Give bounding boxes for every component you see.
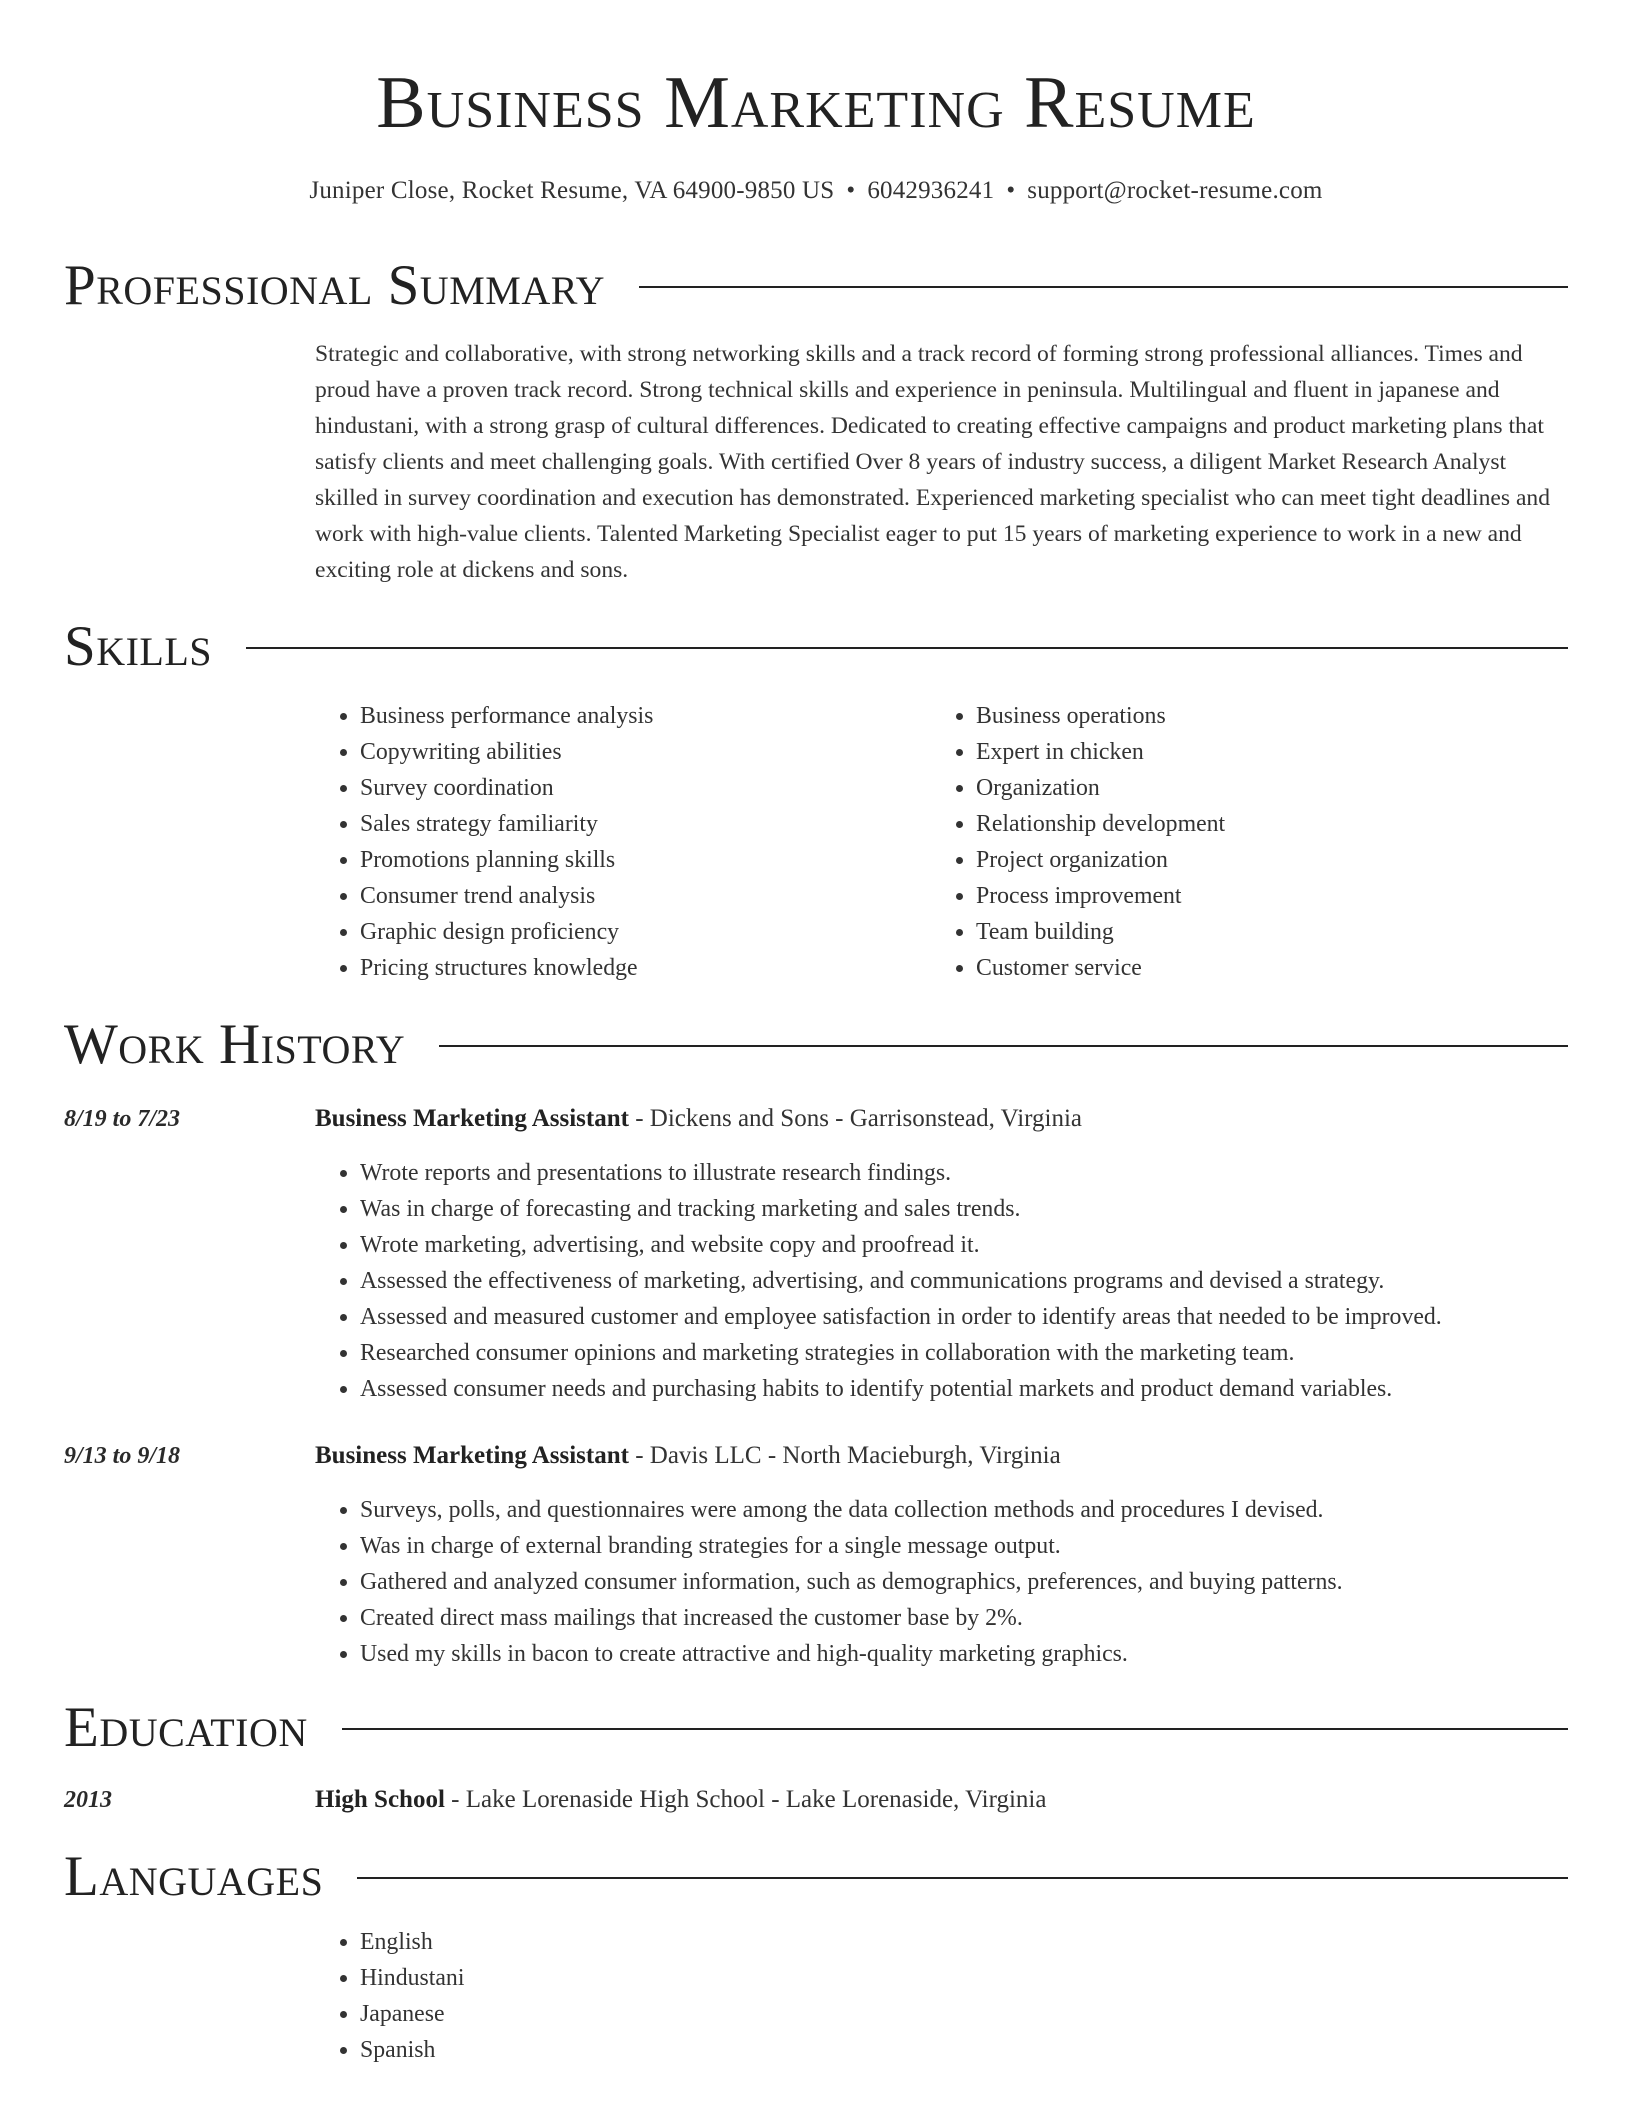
education-year: 2013 [64, 1787, 112, 1813]
section-header-languages [64, 1842, 1568, 1912]
job-dates: 8/19 to 7/23 [64, 1106, 181, 1132]
language-item: • English [360, 1924, 915, 1960]
job-duty-item: • Created direct mass mailings that increased the customer base by 2%. [360, 1600, 1585, 1636]
education-school-location: - Lake Lorenaside High School - Lake Lorenaside, Virginia [444, 1786, 1047, 1813]
section-header-summary [64, 251, 1568, 321]
job-duty-item: • Was in charge of forecasting and tracking marketing and sales trends. [360, 1191, 1585, 1227]
job-duty-item: • Researched consumer opinions and marketing strategies in collaboration with the marketing team. [360, 1335, 1585, 1371]
skill-item: • Survey coordination [360, 770, 915, 806]
section-divider [342, 1728, 1568, 1730]
contact-separator: • [1006, 177, 1016, 204]
skills-column-right [931, 698, 1531, 986]
skill-item: • Team building [976, 914, 1531, 950]
skill-item: • Promotions planning skills [360, 842, 915, 878]
language-item: • Spanish [360, 2032, 915, 2068]
contact-phone: 6042936241 [867, 177, 995, 204]
language-item: • Hindustani [360, 1960, 915, 1996]
job-title: Business Marketing Assistant [315, 1105, 629, 1132]
section-title-work: Work History [64, 1013, 406, 1076]
skill-item: • Pricing structures knowledge [360, 950, 915, 986]
skill-item: • Process improvement [976, 878, 1531, 914]
section-title-summary: Professional Summary [64, 254, 606, 317]
section-divider [246, 647, 1568, 649]
job-duty-item: • Wrote marketing, advertising, and website copy and proofread it. [360, 1227, 1585, 1263]
skill-item: • Customer service [976, 950, 1531, 986]
contact-separator: • [846, 177, 856, 204]
summary-paragraph: Strategic and collaborative, with strong networking skills and a track record of forming strong professional alliances. Times and proud have a proven track record. Strong technical skills and experience in peninsula. Multilingual and fluent in japanese and hindustani, with a strong grasp of cultural differences. Dedicated to creating effective campaigns and product marketing plans that satisfy clients and meet challenging goals. With certified Over 8 years of industry success, a diligent Market Research Analyst skilled in survey coordination and execution has demonstrated. Experienced marketing specialist who can meet tight deadlines and work with high-value clients. Talented Marketing Specialist eager to put 15 years of marketing experience to work in a new and exciting role at dickens and sons. [315, 341, 1551, 583]
job-duty-item: • Was in charge of external branding strategies for a single message output. [360, 1528, 1585, 1564]
job-dates: 9/13 to 9/18 [64, 1443, 181, 1469]
education-heading [315, 1782, 1046, 1818]
section-title-skills: Skills [64, 615, 213, 678]
contact-address: Juniper Close, Rocket Resume, VA 64900-9850 US [309, 177, 835, 204]
skill-item: • Copywriting abilities [360, 734, 915, 770]
skills-column-left [315, 698, 915, 986]
job-duty-item: • Gathered and analyzed consumer information, such as demographics, preferences, and buying patterns. [360, 1564, 1585, 1600]
section-divider [639, 286, 1568, 288]
section-divider [357, 1877, 1568, 1879]
job-duties [315, 1492, 1585, 1672]
section-title-languages: Languages [64, 1845, 324, 1908]
job-duty-item: • Surveys, polls, and questionnaires were among the data collection methods and procedures I devised. [360, 1492, 1585, 1528]
section-header-education [64, 1693, 1568, 1763]
skill-item: • Business performance analysis [360, 698, 915, 734]
skill-item: • Graphic design proficiency [360, 914, 915, 950]
education-degree: High School [315, 1786, 445, 1813]
contact-line [0, 174, 1632, 208]
skill-item: • Relationship development [976, 806, 1531, 842]
job-employer-location: - Dickens and Sons - Garrisonstead, Virginia [628, 1105, 1083, 1132]
languages-list [315, 1924, 915, 2068]
resume-title: Business Marketing Resume [376, 62, 1256, 144]
section-header-skills [64, 612, 1568, 682]
job-duty-item: • Used my skills in bacon to create attractive and high-quality marketing graphics. [360, 1636, 1585, 1672]
job-duty-item: • Assessed the effectiveness of marketing, advertising, and communications programs and devised a strategy. [360, 1263, 1585, 1299]
job-heading [315, 1101, 1082, 1137]
skill-item: • Organization [976, 770, 1531, 806]
job-employer-location: - Davis LLC - North Macieburgh, Virginia [628, 1442, 1061, 1469]
contact-email: support@rocket-resume.com [1027, 177, 1323, 204]
job-duty-item: • Assessed and measured customer and employee satisfaction in order to identify areas that needed to be improved. [360, 1299, 1585, 1335]
skill-item: • Consumer trend analysis [360, 878, 915, 914]
language-item: • Japanese [360, 1996, 915, 2032]
job-title: Business Marketing Assistant [315, 1442, 629, 1469]
section-divider [439, 1045, 1568, 1047]
job-duty-item: • Assessed consumer needs and purchasing habits to identify potential markets and product demand variables. [360, 1371, 1585, 1407]
skill-item: • Sales strategy familiarity [360, 806, 915, 842]
job-duties [315, 1155, 1585, 1407]
skill-item: • Expert in chicken [976, 734, 1531, 770]
skill-item: • Business operations [976, 698, 1531, 734]
section-title-education: Education [64, 1696, 308, 1759]
job-heading [315, 1438, 1061, 1474]
section-header-work [64, 1010, 1568, 1080]
skill-item: • Project organization [976, 842, 1531, 878]
job-duty-item: • Wrote reports and presentations to illustrate research findings. [360, 1155, 1585, 1191]
